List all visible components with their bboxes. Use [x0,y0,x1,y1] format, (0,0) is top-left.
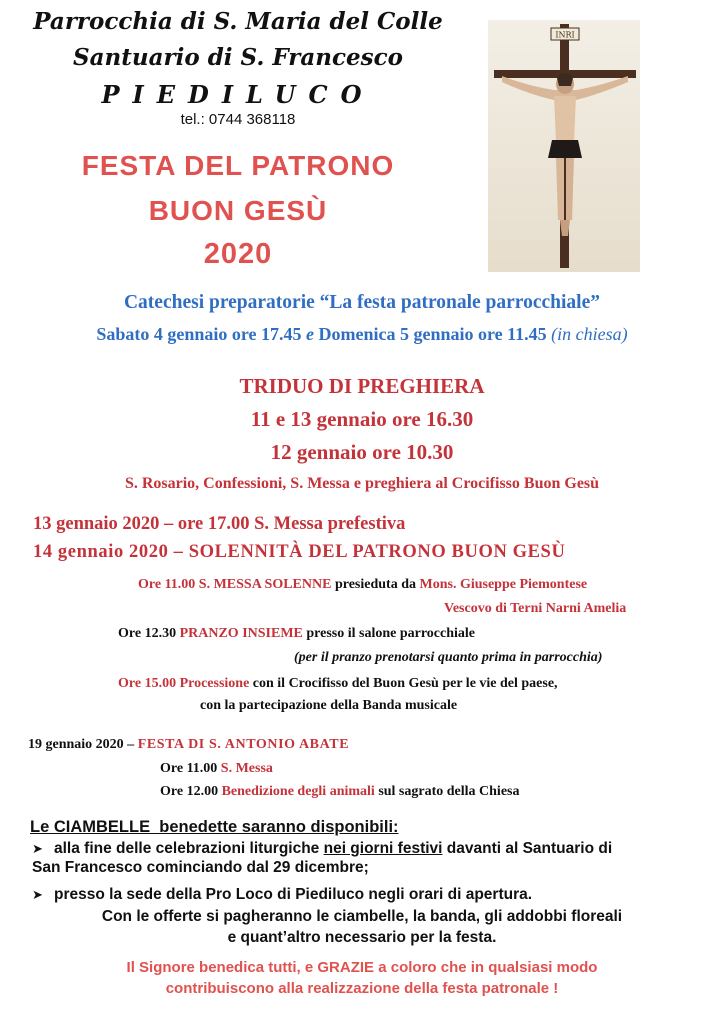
program-processione [118,676,558,692]
program-jan14: 14 gennaio 2020 – SOLENNITÀ DEL PATRONO BUON GESÙ [33,542,566,562]
closing-line-2: contribuiscono alla realizzazione della festa patronale ! [165,980,559,997]
title-line-1: FESTA DEL PATRONO [81,150,395,181]
closing-line-1: Il Signore benedica tutti, e GRAZIE a coloro che in qualsiasi modo [126,959,598,976]
triduo-line-1: 11 e 13 gennaio ore 16.30 [250,407,474,431]
pranzo-title: PRANZO INSIEME [179,626,303,641]
ciambelle-heading: Le CIAMBELLE benedette saranno disponibili: [30,818,399,836]
bullet-1-underlined: nei giorni festivi [323,840,443,857]
program-messa-solenne [138,577,587,593]
crucifix-icon [488,20,640,272]
messa-solenne-time: Ore 11.00 S. MESSA SOLENNE [138,577,332,592]
phone-number: tel.: 0744 368118 [180,111,296,128]
bullet-1-text-b: davanti al Santuario di [442,840,613,857]
processione-time: Ore 15.00 Processione [118,676,250,691]
parish-name: Parrocchia di S. Maria del Colle [33,8,443,35]
triduo-heading: TRIDUO DI PREGHIERA [239,374,485,398]
ciambelle-bullet-1-cont: San Francesco cominciando dal 29 dicembre; [32,859,369,876]
town-name: PIEDILUCO [101,80,375,109]
benedizione-time: Ore 12.00 [160,784,222,799]
catechesi-note: (in chiesa) [551,324,628,344]
arrow-bullet-icon: ➤ [32,841,43,856]
antonio-messa-title: S. Messa [220,761,273,776]
ciambelle-bullet-1 [32,840,702,858]
ciambelle-bullet-2 [32,886,532,904]
antonio-date: 19 gennaio 2020 – [28,737,138,752]
pranzo-time: Ore 12.30 [118,626,180,641]
program-jan13: 13 gennaio 2020 – ore 17.00 S. Messa prefestiva [33,514,406,534]
program-pranzo [118,626,475,642]
triduo-line-2: 12 gennaio ore 10.30 [270,440,454,464]
program-vescovo: Vescovo di Terni Narni Amelia [444,601,627,616]
catechesi-heading: Catechesi preparatorie “La festa patronale parrocchiale” [123,292,601,313]
offerte-line-2: e quant’altro necessario per la festa. [227,929,497,946]
title-line-2: BUON GESÙ [148,195,328,226]
benedizione-title: Benedizione degli animali [221,784,375,799]
catechesi-schedule [0,324,724,345]
antonio-messa [160,761,273,777]
benedizione-place: sul sagrato della Chiesa [374,784,520,799]
triduo-line-3: S. Rosario, Confessioni, S. Messa e preghiera al Crocifisso Buon Gesù [124,475,600,492]
messa-solenne-by: presieduta da [331,577,420,592]
pranzo-place: presso il salone parrocchiale [302,626,476,641]
antonio-title: FESTA DI S. ANTONIO ABATE [137,737,350,752]
svg-text:INRI: INRI [555,30,575,40]
messa-solenne-celebrant: Mons. Giuseppe Piemontese [419,577,588,592]
sanctuary-name: Santuario di S. Francesco [73,44,403,71]
catechesi-joiner: e [306,324,315,344]
catechesi-sunday: Domenica 5 gennaio ore 11.45 [314,324,552,344]
processione-route: con il Crocifisso del Buon Gesù per le vie del paese, [249,676,558,691]
title-year: 2020 [203,238,273,270]
antonio-benedizione [160,784,520,800]
bullet-2-text: presso la sede della Pro Loco di Piediluco negli orari di apertura. [54,886,533,903]
catechesi-saturday: Sabato 4 gennaio ore 17.45 [96,324,307,344]
program-banda: con la partecipazione della Banda musicale [200,698,458,713]
crucifix-image [488,20,640,272]
arrow-bullet-icon: ➤ [32,887,43,902]
bullet-1-text-a: alla fine delle celebrazioni liturgiche [54,840,324,857]
antonio-messa-time: Ore 11.00 [160,761,221,776]
offerte-line-1: Con le offerte si pagheranno le ciambelle, la banda, gli addobbi floreali [101,908,623,925]
program-pranzo-note: (per il pranzo prenotarsi quanto prima in parrocchia) [294,650,603,665]
antonio-heading [28,737,349,753]
